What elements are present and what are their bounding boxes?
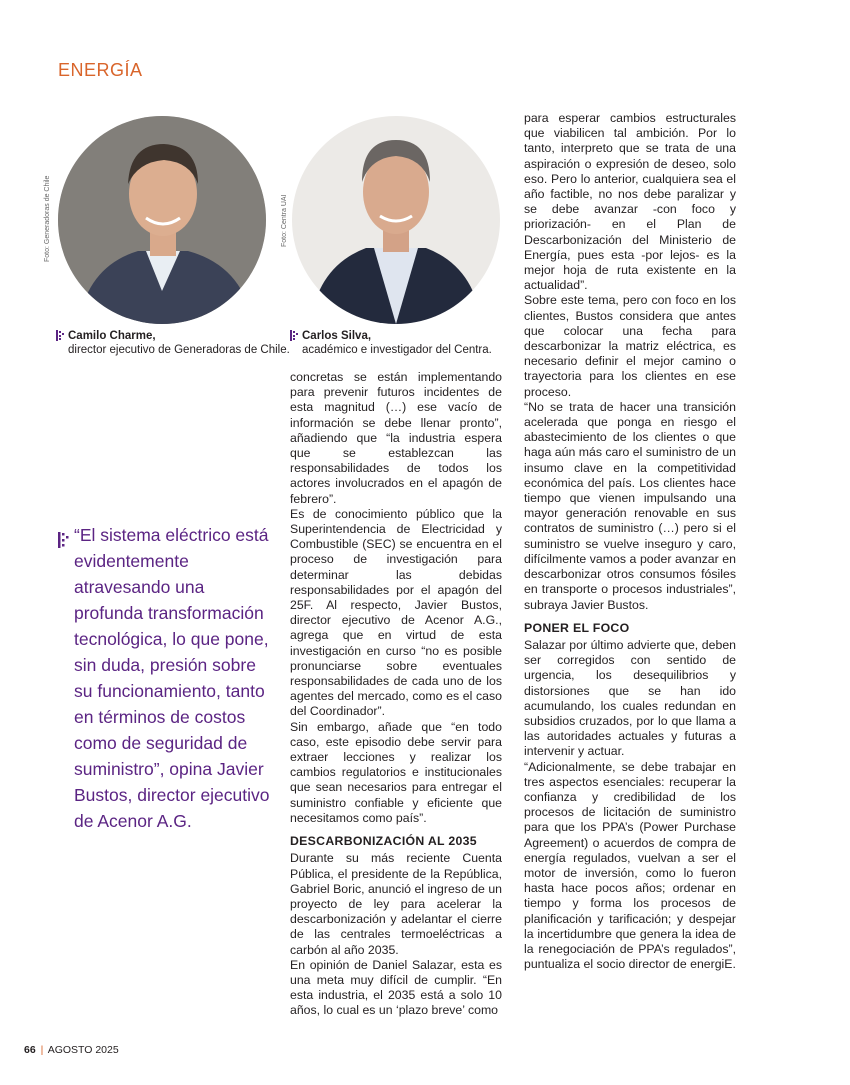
paragraph: concretas se están implementando para prevenir futuros incidentes de esta magnitud (…) ese vacío de información se debe llenar pronto”, añadiendo que “la industria espera que se establezcan las responsabilidades de todos los actores involucrados en el apagón de febrero”. [290, 370, 502, 506]
paragraph: “No se trata de hacer una transición acelerada que ponga en riesgo el abastecimiento de los clientes o que haga aún más caro el suministro de un insumo clave en la competitividad económica del país. Los clientes hace tiempo que vienen impulsando una mayor generación renovable en sus contratos de suministro (…) pero si el suministro se vuelve inseguro y caro, difícilmente vamos a poder avanzar en descarbonizar otros consumos fósiles en transporte o procesos industriales”, subraya Javier Bustos. [524, 399, 736, 612]
photo-caption [68, 329, 290, 357]
paragraph: Sobre este tema, pero con foco en los clientes, Bustos considera que antes que colocar una fecha para descarbonizar la matriz eléctrica, es necesario definir el mejor camino o trayectoria para los clientes en ese proceso. [524, 293, 736, 399]
photo-credit: Foto: Generadoras de Chile [44, 175, 51, 262]
bullet-dots-icon [56, 330, 65, 345]
subheading: PONER EL FOCO [524, 620, 630, 635]
article-column-2 [290, 370, 502, 1019]
photo-caption [302, 329, 492, 357]
caption-name: Camilo Charme, [68, 330, 156, 342]
portrait-photo-camilo-charme [58, 116, 266, 324]
bullet-dots-icon [58, 529, 70, 555]
photo-credit: Foto: Centra UAI [281, 194, 288, 247]
paragraph: Sin embargo, añade que “en todo caso, este episodio debe servir para extraer lecciones y realizar los cambios regulatorios e institucionales que sean necesarios para entregar el suministro confiable y eficiente que necesitamos como país”. [290, 719, 502, 825]
caption-name: Carlos Silva, [302, 330, 372, 342]
footer-separator: | [40, 1044, 44, 1056]
caption-role: académico e investigador del Centra. [302, 344, 492, 356]
bullet-dots-icon [290, 330, 299, 345]
paragraph: para esperar cambios estructurales que viabilicen tal ambición. Por lo tanto, interpreto que se trata de una aspiración o expresión de deseo, solo eso. Pero lo anterior, cualquiera sea el año factible, no nos debe paralizar y se debe avanzar -con foco y priorización- en el Plan de Descarbonización del Ministerio de Energía, pues esta -por lejos- es la mejor hoja de ruta existente en la actualidad”. [524, 111, 736, 293]
page-footer [24, 1044, 119, 1056]
section-label: ENERGÍA [58, 60, 143, 80]
paragraph: Salazar por último advierte que, deben ser corregidos con sentido de urgencia, los desequilibrios y distorsiones que se han ido acumulando, los cuales redundan en subsidios cruzados, por lo que llama a las autoridades actuales y futuras a intervenir y actuar. [524, 637, 736, 759]
caption-role: director ejecutivo de Generadoras de Chile. [68, 344, 290, 356]
article-column-3 [524, 111, 736, 972]
pull-quote [58, 522, 272, 834]
page-number: 66 [24, 1044, 36, 1056]
paragraph: En opinión de Daniel Salazar, esta es una meta muy difícil de cumplir. “En esta industria, el 2035 está a solo 10 años, lo cual es un ‘plazo breve’ como [290, 957, 502, 1018]
pull-quote-text: “El sistema eléctrico está evidentemente atravesando una profunda transformación tecnológica, lo que pone, sin duda, presión sobre su funcionamiento, tanto en términos de costos como de seguridad de suministro”, opina Javier Bustos, director ejecutivo de Acenor A.G. [74, 525, 270, 831]
issue-date: AGOSTO 2025 [47, 1044, 119, 1056]
paragraph: “Adicionalmente, se debe trabajar en tres aspectos esenciales: recuperar la confianza y credibilidad de los procesos de licitación de suministro para que los PPA’s (Power Purchase Agreement) o acuerdos de compra de energía regulados, vuelvan a ser el motor de inversión, como lo fueron hasta hace pocos años; ordenar en tiempo y forma los procesos de planificación y tarificación; y despejar la incertidumbre que genera la idea de la renegociación de PPA’s regulados”, puntualiza el socio director de energiE. [524, 759, 736, 972]
paragraph: Durante su más reciente Cuenta Pública, el presidente de la República, Gabriel Boric, anunció el ingreso de un proyecto de ley para acelerar la descarbonización y adelantar el cierre de las centrales termoeléctricas a carbón al año 2035. [290, 851, 502, 957]
portrait-photo-carlos-silva [292, 116, 500, 324]
subheading: DESCARBONIZACIÓN AL 2035 [290, 834, 477, 849]
paragraph: Es de conocimiento público que la Superintendencia de Electricidad y Combustible (SEC) se encuentra en el proceso de investigación para determinar las debidas responsabilidades por el apagón del 25F. Al respecto, Javier Bustos, director ejecutivo de Acenor A.G., agrega que en virtud de esta investigación en curso “no es posible pronunciarse sobre eventuales responsabilidades de cada uno de los agentes del mercado, como es el caso del Coordinador”. [290, 506, 502, 719]
